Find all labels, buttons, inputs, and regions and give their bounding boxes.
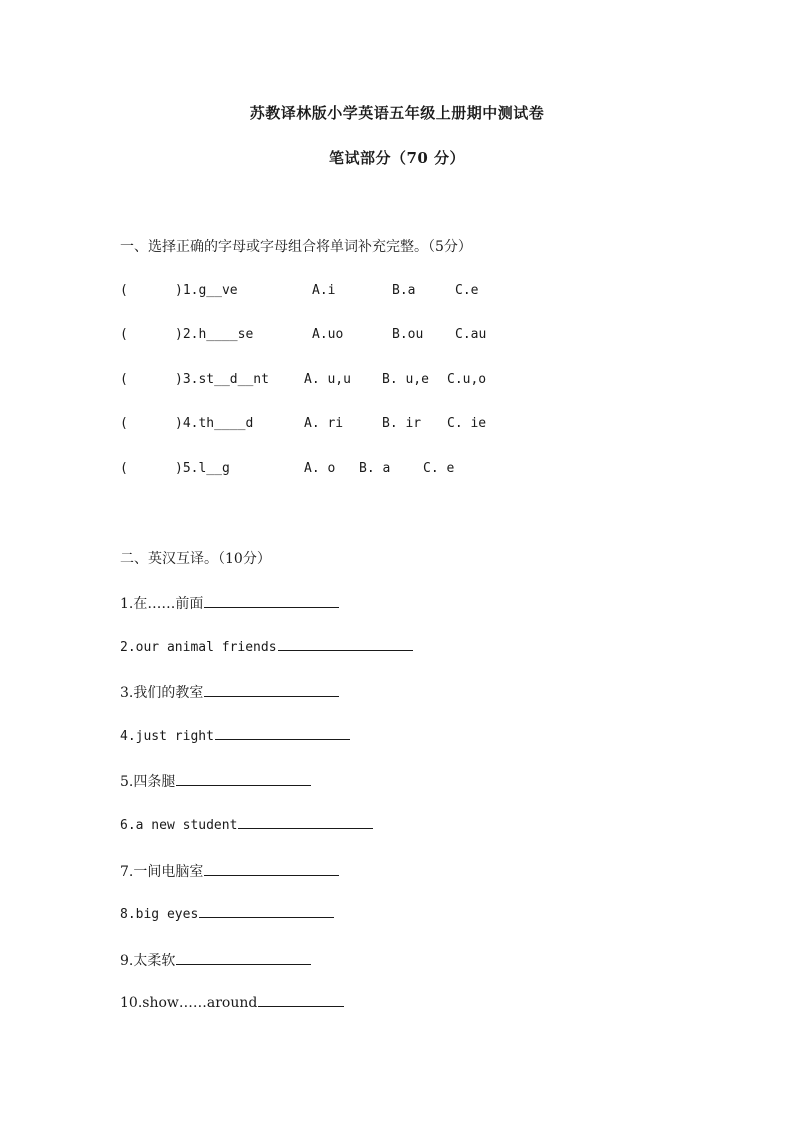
- translation-item: [120, 593, 339, 613]
- question-stem: )3.st__d__nt: [175, 372, 269, 387]
- answer-blank[interactable]: [204, 684, 339, 697]
- item-text: 7.一间电脑室: [120, 864, 204, 880]
- translation-item: [120, 950, 311, 970]
- section2-heading: 二、英汉互译。（10分）: [120, 551, 271, 567]
- question-stem: )2.h____se: [175, 327, 254, 342]
- answer-blank[interactable]: [176, 952, 311, 965]
- answer-paren: (: [120, 416, 128, 431]
- option-b: B. ir: [382, 416, 422, 431]
- option-c: C.u,o: [447, 372, 487, 387]
- translation-item: [120, 771, 311, 791]
- translation-item: [120, 727, 350, 744]
- option-a: A. u,u: [304, 372, 351, 387]
- answer-blank[interactable]: [238, 816, 373, 829]
- option-b: B.a: [392, 283, 416, 298]
- option-a: A. o: [304, 461, 336, 476]
- translation-item: [120, 638, 413, 655]
- answer-paren: (: [120, 461, 128, 476]
- option-c: C.au: [455, 327, 487, 342]
- item-text: 6.a new student: [120, 818, 238, 833]
- option-b: B. a: [359, 461, 391, 476]
- translation-item: [120, 816, 373, 833]
- option-a: A. ri: [304, 416, 344, 431]
- answer-blank[interactable]: [199, 905, 334, 918]
- translation-item: [120, 994, 344, 1011]
- answer-blank[interactable]: [278, 638, 413, 651]
- translation-item: [120, 861, 339, 881]
- option-a: A.uo: [312, 327, 344, 342]
- answer-blank[interactable]: [258, 994, 344, 1007]
- answer-blank[interactable]: [204, 595, 339, 608]
- answer-blank[interactable]: [204, 863, 339, 876]
- option-c: C. ie: [447, 416, 487, 431]
- option-a: A.i: [312, 283, 336, 298]
- answer-paren: (: [120, 372, 128, 387]
- option-c: C.e: [455, 283, 479, 298]
- item-text: 3.我们的教室: [120, 685, 204, 701]
- section1-heading: 一、选择正确的字母或字母组合将单词补充完整。（5分）: [120, 239, 472, 255]
- exam-title: 苏教译林版小学英语五年级上册期中测试卷: [249, 104, 545, 122]
- question-stem: )5.l__g: [175, 461, 230, 476]
- item-text: 9.太柔软: [120, 953, 176, 969]
- exam-subtitle: 笔试部分（70 分）: [328, 149, 466, 167]
- answer-blank[interactable]: [176, 773, 311, 786]
- translation-item: [120, 682, 339, 702]
- item-text: 5.四条腿: [120, 774, 176, 790]
- answer-paren: (: [120, 283, 128, 298]
- item-text: 2.our animal friends: [120, 640, 277, 655]
- option-b: B.ou: [392, 327, 424, 342]
- answer-blank[interactable]: [215, 727, 350, 740]
- translation-item: [120, 905, 334, 922]
- answer-paren: (: [120, 327, 128, 342]
- question-stem: )4.th____d: [175, 416, 254, 431]
- item-text: 4.just right: [120, 729, 214, 744]
- item-text: 1.在……前面: [120, 596, 204, 612]
- item-text: 10.show……around: [120, 995, 258, 1011]
- question-stem: )1.g__ve: [175, 283, 238, 298]
- option-b: B. u,e: [382, 372, 429, 387]
- item-text: 8.big eyes: [120, 907, 199, 922]
- option-c: C. e: [423, 461, 455, 476]
